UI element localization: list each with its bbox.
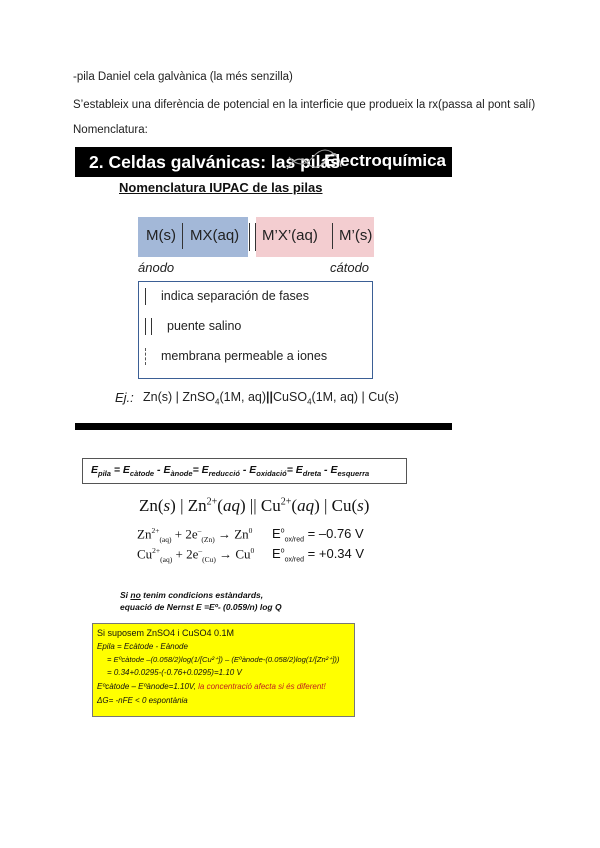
product-charge: 0	[250, 546, 255, 555]
concentration-example-box	[92, 623, 355, 717]
yellow-result: Eºcàtode – Eºànode=1.10V,	[97, 682, 196, 691]
yellow-line-3: = Eºcàtode –(0.058/2)log(1/[Cu²⁺]) – (Eºànode-(0.058/2)log(1/[Zn²⁺]))	[107, 655, 340, 664]
note-part: Si	[120, 590, 131, 600]
yellow-warning: la concentració afecta si és diferent!	[195, 682, 326, 691]
half-reaction-copper: $Cu^{2+}_{(aq)} + 2e^-_{(Cu)} \to Cu^0$	[137, 546, 255, 564]
ion: Zn	[137, 526, 152, 542]
ion-charge: 2+	[152, 546, 161, 555]
anode-solution: MX(aq)	[190, 227, 240, 244]
anode-cell	[138, 217, 248, 257]
note-emphasis: no	[130, 590, 141, 600]
eq-part: (1M, aq)	[219, 390, 267, 404]
notation-charge: 2+	[280, 496, 292, 508]
eq-part: ZnSO	[182, 390, 216, 404]
electrons: + 2e	[175, 546, 199, 562]
example-label: Ej.:	[115, 390, 134, 405]
subscript: esquerra	[337, 469, 370, 479]
ion-charge: 2+	[151, 526, 160, 535]
eq-part: (1M, aq)	[311, 390, 359, 404]
eq-sub: 4	[215, 397, 220, 407]
cathode-electrode: M’(s)	[339, 227, 373, 244]
phase-separator	[332, 223, 333, 249]
symbol: E	[295, 464, 303, 476]
cell-potential-equation: $E_{pila} = E_{càtode} - E_{ànode}= E_{reducció} - E_{oxidació}= E_{dreta} - E_{esquerra}$	[91, 464, 370, 479]
phase-separator	[182, 223, 183, 249]
nernst-note-line-2: equació de Nernst E =Eº- (0.059/n) log Q	[120, 602, 282, 612]
ion-state: (aq)	[160, 554, 173, 564]
notation-charge: 2+	[206, 496, 218, 508]
ion-state: (aq)	[159, 534, 172, 544]
yellow-line-1: Si suposem ZnSO4 i CuSO4 0.1M	[97, 628, 235, 638]
slide-title: 2. Celdas galvánicas: las pilas	[89, 152, 340, 172]
notation-part: s	[357, 496, 364, 515]
potential-sup: o	[280, 547, 285, 555]
salt-bridge-mark	[249, 223, 256, 251]
electrons: + 2e	[174, 526, 198, 542]
yellow-line-4: = 0.34+0.0295-(-0.76+0.0295)=1.10 V	[107, 668, 242, 677]
yellow-line-2: Epila = Ecàtode - Eànode	[97, 642, 188, 651]
potential-symbol: E	[272, 546, 281, 561]
yellow-line-6: ΔG= -nFE < 0 espontània	[97, 696, 188, 705]
electron-source: (Zn)	[201, 534, 215, 544]
product-charge: 0	[248, 526, 253, 535]
notation-part: Zn	[187, 496, 207, 515]
text-line-1: -pila Daniel cela galvànica (la més senzilla)	[73, 71, 293, 83]
nernst-note-line-1	[120, 590, 263, 600]
product: Zn	[234, 526, 249, 542]
notation-part: Zn(	[139, 496, 164, 515]
notation-part: aq	[297, 496, 315, 515]
potential-sub: ox/red	[284, 556, 305, 564]
legend-box	[138, 281, 373, 379]
symbol: E	[249, 464, 257, 476]
notation-part: s	[163, 496, 171, 515]
symbol: E	[122, 464, 130, 476]
legend-item: puente salino	[167, 319, 242, 333]
potential-sub: ox/red	[284, 536, 305, 544]
cathode-cell	[256, 217, 374, 257]
cathode-solution: M’X’(aq)	[262, 227, 318, 244]
text-line-3: Nomenclatura:	[73, 124, 148, 136]
legend-item: membrana permeable a iones	[161, 349, 328, 363]
potential-value: = –0.76 V	[307, 526, 364, 541]
yellow-line-5	[97, 682, 326, 691]
single-bar-mark	[145, 288, 146, 305]
daniell-cell-notation: Zn(s) | $Zn^{2+}(aq)$ || $Cu^{2+}(aq)$ | Cu(s)	[139, 496, 370, 515]
symbol: E	[91, 464, 99, 476]
subscript: oxidació	[256, 469, 287, 479]
symbol: E	[201, 464, 209, 476]
potential-sup: o	[280, 527, 285, 535]
subscript: dreta	[302, 469, 322, 479]
potential-symbol: E	[272, 526, 281, 541]
legend-item: indica separación de fases	[161, 289, 310, 303]
cathode-label: cátodo	[330, 260, 370, 275]
dashed-bar-mark	[145, 348, 146, 365]
notation-part: aq	[222, 496, 240, 515]
subscript: pila	[98, 469, 111, 479]
half-reaction-zinc: $Zn^{2+}_{(aq)} + 2e^-_{(Zn)} \to Zn^0$	[137, 526, 253, 544]
galvanic-cells-slide	[75, 147, 452, 430]
slide-subtitle: Nomenclatura IUPAC de las pilas	[119, 180, 323, 195]
potential-copper	[272, 546, 364, 564]
notation-part: Cu(	[331, 496, 358, 515]
subscript: reducció	[208, 469, 240, 479]
anode-electrode: M(s)	[146, 227, 176, 244]
subscript: ànode	[170, 469, 193, 479]
eq-part: CuSO	[273, 390, 308, 404]
text-line-2: S’estableix una diferència de potencial en la interficie que produeix la rx(passa al pont salí)	[73, 99, 536, 111]
subscript: càtode	[129, 469, 155, 479]
eq-part: Cu(s)	[368, 390, 399, 404]
eq-part: Zn(s)	[143, 390, 173, 404]
example-equation: Zn(s) | ZnSO$_4$(1M, aq)||CuSO$_4$(1M, aq) | Cu(s)	[143, 390, 399, 407]
cell-potential-equation-box	[82, 458, 407, 484]
potential-value: = +0.34 V	[307, 546, 365, 561]
slide-bottom-bar	[75, 423, 452, 430]
potential-zinc	[272, 526, 364, 544]
product: Cu	[235, 546, 251, 562]
anode-label: ánodo	[138, 260, 175, 275]
double-bar-mark	[145, 318, 152, 335]
ion: Cu	[137, 546, 153, 562]
eq-sub: 4	[307, 397, 312, 407]
notation-part: Cu	[260, 496, 281, 515]
electron-source: (Cu)	[202, 554, 216, 564]
note-part: tenim condicions estàndards,	[140, 590, 264, 600]
symbol: E	[163, 464, 171, 476]
slide-brand: Electroquímica	[324, 151, 446, 170]
symbol: E	[330, 464, 338, 476]
